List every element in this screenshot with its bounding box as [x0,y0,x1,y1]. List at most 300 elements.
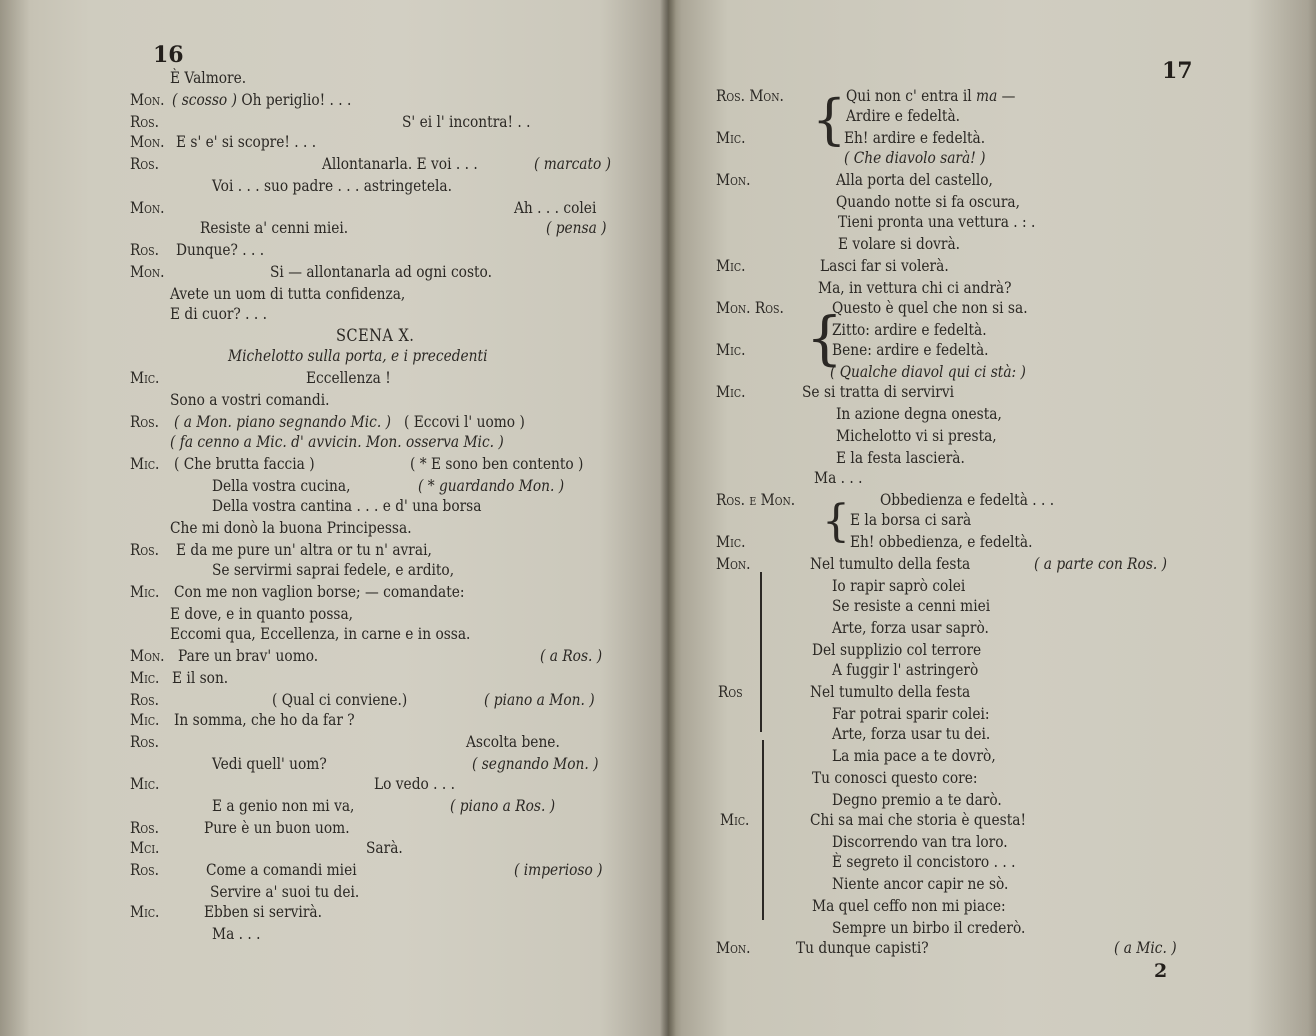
page-number-right: 17 [1162,58,1193,84]
text-line [668,660,1316,680]
line-text [374,774,455,794]
line-text [472,754,599,774]
line-text [306,368,391,388]
line-text [170,304,267,324]
stage-direction: ma [976,86,998,105]
text-line [668,746,1316,766]
line-text [228,346,487,366]
brace-1: { [812,88,847,151]
verse-text: Michelotto vi si presta, [835,426,997,445]
text-line [668,106,1316,126]
text-line [668,938,1316,958]
verse-text: Bene: ardire e fedeltà. [831,340,989,359]
verse-text: Che mi donò la buona Principessa. [169,518,412,537]
text-line [668,554,1316,574]
verse-text: Far potrai sparir colei: [831,704,990,723]
verse-text: Tieni pronta una vettura . : . [837,212,1036,231]
text-line [668,618,1316,638]
line-text [810,682,970,702]
line-text [514,860,602,880]
text-line [668,86,1316,106]
text-line [0,860,654,880]
line-text [812,640,981,660]
line-text [170,68,246,88]
line-text [796,938,929,958]
line-text [176,240,264,260]
stage-direction: Michelotto sulla porta, e i precedenti [227,346,488,365]
speaker-label: Mon. [129,646,165,665]
line-text [210,882,359,902]
line-text [484,690,595,710]
verse-text: E volare si dovrà. [837,234,961,253]
verse-text: ( * E sono ben contento ) [409,454,584,473]
speaker-label: Mic. [129,454,160,473]
verse-text: A fuggir l' astringerò [831,660,979,679]
line-text [832,832,1008,852]
stage-direction: ( scosso ) [172,90,237,109]
signature-mark: 2 [1154,960,1168,982]
text-line [0,882,654,902]
text-line [0,754,654,774]
line-text [174,582,465,602]
line-text [812,896,1006,916]
line-text [546,218,607,238]
text-line [668,704,1316,724]
verse-text: Degno premio a te darò. [831,790,1002,809]
verse-text: E il son. [172,668,229,687]
text-line [0,326,654,346]
text-line [0,368,654,388]
text-line [0,112,654,132]
line-text [812,768,978,788]
verse-text: ( Eccovi l' uomo ) [403,412,525,431]
stage-direction: ( marcato ) [533,154,612,173]
line-text [832,298,1028,318]
text-line [668,426,1316,446]
verse-text: E la festa lascierà. [835,448,965,467]
stage-direction: ( fa cenno a Mic. d' avvicin. Mon. osserva Mic. ) [169,432,504,451]
verse-text: Ma quel ceffo non mi piace: [811,896,1006,915]
line-text [170,624,470,644]
verse-text: Ascolta bene. [465,732,560,751]
stage-direction: ( Qualche diavol qui ci stà: ) [829,362,1026,381]
verse-text: Niente ancor capir ne sò. [831,874,1009,893]
text-line [668,768,1316,788]
text-line [0,432,654,452]
verse-text: Dunque? . . . [175,240,265,259]
verse-text: Zitto: ardire e fedeltà. [831,320,987,339]
speaker-label: Ros. e Mon. [715,490,796,509]
line-text [836,426,997,446]
speaker-label: Ros. [129,412,159,431]
text-line [668,896,1316,916]
verse-text: Si — allontanarla ad ogni costo. [269,262,492,281]
text-line [0,710,654,730]
text-line [0,218,654,238]
stage-direction: ( a Ros. ) [539,646,603,665]
line-text [450,796,555,816]
speaker-label: Mic. [719,810,750,829]
line-text [402,112,531,132]
verse-text: Chi sa mai che storia è questa! [809,810,1027,829]
speaker-label: Mon. [129,198,165,217]
verse-text: Arte, forza usar tu dei. [831,724,991,743]
line-text [466,732,560,752]
text-line [0,496,654,516]
line-text [212,496,481,516]
line-text [212,176,452,196]
line-text [178,646,318,666]
text-line [668,278,1316,298]
text-line [668,790,1316,810]
verse-text: Eh! obbedienza, e fedeltà. [849,532,1033,551]
text-line [668,148,1316,168]
verse-text: È segreto il concistoro . . . [831,852,1016,871]
verse-text: Nel tumulto della festa [809,682,971,701]
verse-text: Arte, forza usar saprò. [831,618,989,637]
verse-text: E da me pure un' altra or tu n' avrai, [175,540,432,559]
text-line [0,518,654,538]
line-text [810,554,970,574]
speaker-label: Mic. [129,774,160,793]
line-text [1034,554,1167,574]
speaker-label: Ros [717,682,743,701]
verse-text: SCENA X. [335,326,415,346]
line-text [850,510,971,530]
book-gutter [660,0,676,1036]
speaker-label: Mon. [129,132,165,151]
line-text [1114,938,1177,958]
speaker-label: Ros. [129,112,159,131]
text-line [668,918,1316,938]
verse-text: È Valmore. [169,68,247,87]
text-line [668,340,1316,360]
line-text [322,154,478,174]
text-line [668,170,1316,190]
text-line [0,390,654,410]
verse-text: Lo vedo . . . [373,774,456,793]
verse-text: Discorrendo van tra loro. [831,832,1008,851]
line-text [204,902,322,922]
line-text [174,710,355,730]
line-text [540,646,602,666]
verse-text: ( Che brutta faccia ) [173,454,315,473]
line-text [212,476,350,496]
verse-text: Oh periglio! . . . [236,90,352,109]
verse-text: Ardire e fedeltà. [845,106,961,125]
stage-direction: ( a Mon. piano segnando Mic. ) [173,412,391,431]
verse-text: Eh! ardire e fedeltà. [843,128,986,147]
text-line [0,774,654,794]
verse-text: In somma, che ho da far ? [173,710,355,729]
verse-text: Questo è quel che non si sa. [831,298,1028,317]
verse-text: Alla porta del castello, [835,170,993,189]
speaker-label: Mon. [715,170,751,189]
line-text [366,838,403,858]
bracket-line-2 [762,740,764,920]
verse-text: Se resiste a cenni miei [831,596,991,615]
text-line [0,604,654,624]
line-text [844,148,985,168]
verse-text: Eccomi qua, Eccellenza, in carne e in ossa. [169,624,471,643]
speaker-label: Mic. [129,902,160,921]
verse-text: E a genio non mi va, [211,796,355,815]
speaker-label: Mon. Ros. [715,298,784,317]
text-line [0,454,654,474]
line-text [176,132,316,152]
line-text [836,192,1020,212]
verse-text: In azione degna onesta, [835,404,1002,423]
line-text [846,106,960,126]
line-text [170,284,405,304]
text-line [668,320,1316,340]
text-line [668,810,1316,830]
line-text [832,852,1015,872]
text-line [668,640,1316,660]
speaker-label: Mon. [715,938,751,957]
line-text [514,198,596,218]
text-line [0,624,654,644]
line-text [176,540,432,560]
text-line [0,476,654,496]
text-line [0,796,654,816]
speaker-label: Ros. [129,540,159,559]
speaker-label: Mon. [129,262,165,281]
line-text [204,818,350,838]
text-line [668,682,1316,702]
line-text [212,924,261,944]
text-line [0,924,654,944]
line-text [272,690,407,710]
line-text [170,518,412,538]
line-text [818,278,1012,298]
verse-text: Qui non c' entra il [845,86,977,105]
text-line [668,490,1316,510]
verse-text: Sarà. [365,838,403,857]
text-line [0,304,654,324]
line-text [836,448,965,468]
line-text [810,810,1026,830]
verse-text: Tu dunque capisti? [795,938,929,957]
line-text [832,704,990,724]
verse-text: Ma, in vettura chi ci andrà? [817,278,1012,297]
text-line [668,596,1316,616]
line-text [212,754,327,774]
speaker-label: Ros. [129,860,159,879]
stage-direction: ( imperioso ) [513,860,603,879]
text-line [0,540,654,560]
line-text [814,468,863,488]
text-line [0,412,654,432]
verse-text: Ma . . . [813,468,863,487]
verse-text: Ebben si servirà. [203,902,322,921]
text-line [668,532,1316,552]
verse-text: E di cuor? . . . [169,304,268,323]
text-line [668,298,1316,318]
line-text [534,154,611,174]
line-text [832,660,978,680]
verse-text: Della vostra cantina . . . e d' una borsa [211,496,482,515]
line-text [832,724,990,744]
line-text [836,404,1002,424]
verse-text: Pare un brav' uomo. [177,646,319,665]
verse-text: Come a comandi miei [205,860,357,879]
line-text [170,390,330,410]
verse-text: Lasci far si volerà. [819,256,949,275]
speaker-label: Ros. [129,240,159,259]
verse-text: Servire a' suoi tu dei. [209,882,360,901]
speaker-label: Mic. [715,532,746,551]
verse-text: Tu conosci questo core: [811,768,978,787]
line-text [200,218,348,238]
verse-text: S' ei l' incontra! . . [401,112,531,131]
line-text [170,604,353,624]
text-line [668,724,1316,744]
text-line [0,560,654,580]
text-line [668,256,1316,276]
verse-text: — [997,86,1016,105]
text-line [0,838,654,858]
text-line [0,732,654,752]
text-line [668,448,1316,468]
stage-direction: ( a parte con Ros. ) [1033,554,1168,573]
brace-2: { [806,304,843,372]
text-line [668,128,1316,148]
text-line [668,362,1316,382]
text-line [0,240,654,260]
line-text [206,860,357,880]
page-number-left: 16 [153,42,184,68]
verse-text: Quando notte si fa oscura, [835,192,1020,211]
text-line [0,154,654,174]
stage-direction: ( * guardando Mon. ) [417,476,565,495]
verse-text: Eccellenza ! [305,368,391,387]
line-text [212,560,454,580]
text-line [0,176,654,196]
line-text [846,86,1015,106]
speaker-label: Mic. [129,582,160,601]
speaker-label: Ros. [129,818,159,837]
text-line [0,132,654,152]
line-text [832,340,989,360]
verse-text: ( Qual ci conviene.) [271,690,408,709]
text-line [668,212,1316,232]
verse-text: Ma . . . [211,924,261,943]
text-line [0,902,654,922]
text-line [668,576,1316,596]
text-line [0,690,654,710]
text-line [668,404,1316,424]
stage-direction: ( pensa ) [545,218,607,237]
line-text [836,170,993,190]
text-line [0,346,654,366]
text-line [0,90,654,110]
line-text [832,746,996,766]
speaker-label: Mci. [129,838,160,857]
verse-text: Allontanarla. E voi . . . [321,154,478,173]
text-line [0,262,654,282]
text-line [668,510,1316,530]
text-line [668,874,1316,894]
verse-text: La mia pace a te dovrò, [831,746,996,765]
line-text [832,320,987,340]
line-text [838,212,1035,232]
verse-text: Obbedienza e fedeltà . . . [879,490,1055,509]
line-text [832,790,1002,810]
verse-text: Del supplizio col terrore [811,640,982,659]
line-text [844,128,985,148]
line-text [832,918,1025,938]
speaker-label: Ros. [129,690,159,709]
verse-text: E s' e' si scopre! . . . [175,132,317,151]
text-line [0,284,654,304]
verse-text: Nel tumulto della festa [809,554,971,573]
line-text [270,262,492,282]
verse-text: Pure è un buon uom. [203,818,350,837]
line-text [832,618,989,638]
verse-text: Se servirmi saprai fedele, e ardito, [211,560,455,579]
speaker-label: Mic. [715,340,746,359]
verse-text: Vedi quell' uom? [211,754,327,773]
line-text [820,256,949,276]
verse-text: Ah . . . colei [513,198,597,217]
brace-3: { [822,496,850,547]
speaker-label: Mic. [715,256,746,275]
text-line [668,852,1316,872]
bracket-line-1 [760,572,762,732]
right-page [668,0,1316,1036]
verse-text: Della vostra cucina, [211,476,351,495]
line-text [830,362,1026,382]
verse-text: Avete un uom di tutta confidenza, [169,284,406,303]
line-text [850,532,1032,552]
text-line [668,192,1316,212]
speaker-label: Ros. [129,732,159,751]
verse-text: Io rapir saprò colei [831,576,966,595]
line-text [802,382,954,402]
verse-text: Voi . . . suo padre . . . astringetela. [211,176,452,195]
line-text [832,576,965,596]
line-text [880,490,1054,510]
verse-text: Sono a vostri comandi. [169,390,330,409]
verse-text: Se si tratta di servirvi [801,382,955,401]
verse-text: Resiste a' cenni miei. [199,218,349,237]
speaker-label: Mon. [715,554,751,573]
text-line [0,668,654,688]
speaker-label: Mon. [129,90,165,109]
stage-direction: ( piano a Mon. ) [483,690,595,709]
speaker-label: Mic. [129,668,160,687]
line-text [410,454,583,474]
text-line [0,68,654,88]
line-text [174,454,315,474]
speaker-label: Mic. [715,382,746,401]
stage-direction: ( a Mic. ) [1113,938,1177,957]
line-text [832,596,990,616]
speaker-label: Ros. [129,154,159,173]
line-text [212,796,354,816]
verse-text: E la borsa ci sarà [849,510,972,529]
text-line [668,832,1316,852]
verse-text: E dove, e in quanto possa, [169,604,354,623]
text-line [0,582,654,602]
stage-direction: ( Che diavolo sarà! ) [843,148,986,167]
line-text [170,432,504,452]
text-line [668,382,1316,402]
text-line [0,646,654,666]
line-text [336,326,414,346]
text-line [0,818,654,838]
